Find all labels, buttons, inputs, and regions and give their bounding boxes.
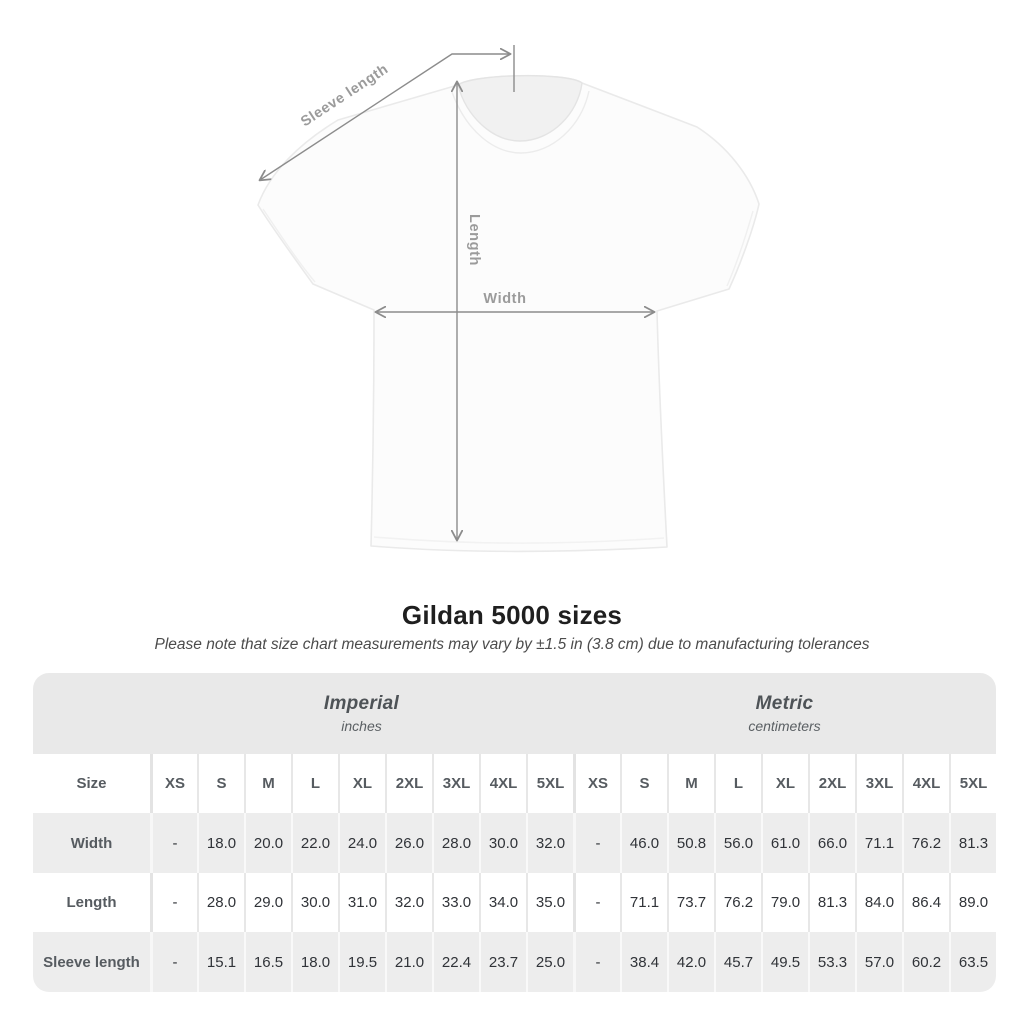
- table-cell: 89.0: [949, 873, 996, 932]
- table-cell: 32.0: [385, 873, 432, 932]
- table-cell: 28.0: [197, 873, 244, 932]
- imperial-group-header: [150, 673, 573, 754]
- table-cell: 38.4: [620, 932, 667, 992]
- table-cell: 18.0: [291, 932, 338, 992]
- metric-title: Metric: [755, 693, 814, 714]
- table-cell: 30.0: [479, 813, 526, 873]
- table-cell: 81.3: [808, 873, 855, 932]
- length-label: Length: [466, 214, 482, 266]
- table-cell: 73.7: [667, 873, 714, 932]
- size-header-metric-S: S: [620, 754, 667, 813]
- size-header-metric-XS: XS: [573, 754, 620, 813]
- sleeve-length-label: Sleeve length: [298, 61, 392, 131]
- size-header-imperial-XL: XL: [338, 754, 385, 813]
- table-cell: 19.5: [338, 932, 385, 992]
- tshirt-graphic: [258, 76, 759, 552]
- tolerance-note: Please note that size chart measurements may vary by ±1.5 in (3.8 cm) due to manufacturing tolerances: [154, 636, 870, 653]
- table-cell: 20.0: [244, 813, 291, 873]
- table-cell: 31.0: [338, 873, 385, 932]
- table-cell: -: [573, 932, 620, 992]
- table-cell: 34.0: [479, 873, 526, 932]
- table-cell: 25.0: [526, 932, 573, 992]
- table-cell: 42.0: [667, 932, 714, 992]
- table-cell: 30.0: [291, 873, 338, 932]
- table-cell: 26.0: [385, 813, 432, 873]
- table-cell: 86.4: [902, 873, 949, 932]
- table-cell: 23.7: [479, 932, 526, 992]
- table-cell: 29.0: [244, 873, 291, 932]
- metric-unit: centimeters: [748, 718, 821, 734]
- table-cell: 66.0: [808, 813, 855, 873]
- size-header-metric-2XL: 2XL: [808, 754, 855, 813]
- imperial-title: Imperial: [323, 693, 400, 714]
- table-cell: 57.0: [855, 932, 902, 992]
- table-cell: 35.0: [526, 873, 573, 932]
- size-header-imperial-5XL: 5XL: [526, 754, 573, 813]
- table-cell: 46.0: [620, 813, 667, 873]
- table-cell: 60.2: [902, 932, 949, 992]
- table-cell: 22.4: [432, 932, 479, 992]
- table-cell: 61.0: [761, 813, 808, 873]
- size-header-metric-5XL: 5XL: [949, 754, 996, 813]
- table-cell: 84.0: [855, 873, 902, 932]
- width-label: Width: [483, 291, 527, 307]
- row-label: Length: [33, 873, 150, 932]
- header-corner: [33, 673, 150, 754]
- size-header-metric-4XL: 4XL: [902, 754, 949, 813]
- table-cell: 28.0: [432, 813, 479, 873]
- table-cell: 50.8: [667, 813, 714, 873]
- table-cell: 18.0: [197, 813, 244, 873]
- size-header-imperial-4XL: 4XL: [479, 754, 526, 813]
- table-cell: -: [150, 932, 197, 992]
- size-header-metric-3XL: 3XL: [855, 754, 902, 813]
- table-cell: 15.1: [197, 932, 244, 992]
- size-column-header: Size: [33, 754, 150, 813]
- size-header-metric-M: M: [667, 754, 714, 813]
- table-cell: 56.0: [714, 813, 761, 873]
- size-header-imperial-3XL: 3XL: [432, 754, 479, 813]
- imperial-unit: inches: [341, 718, 382, 734]
- size-header-metric-XL: XL: [761, 754, 808, 813]
- table-cell: 71.1: [855, 813, 902, 873]
- table-cell: 76.2: [714, 873, 761, 932]
- table-cell: 24.0: [338, 813, 385, 873]
- page-title: Gildan 5000 sizes: [401, 600, 623, 630]
- size-header-imperial-L: L: [291, 754, 338, 813]
- table-cell: 49.5: [761, 932, 808, 992]
- table-cell: 63.5: [949, 932, 996, 992]
- table-cell: -: [573, 813, 620, 873]
- table-cell: 22.0: [291, 813, 338, 873]
- table-cell: 45.7: [714, 932, 761, 992]
- table-cell: 81.3: [949, 813, 996, 873]
- metric-group-header: [573, 673, 996, 754]
- table-cell: 32.0: [526, 813, 573, 873]
- table-cell: -: [150, 813, 197, 873]
- size-header-imperial-M: M: [244, 754, 291, 813]
- size-header-imperial-2XL: 2XL: [385, 754, 432, 813]
- row-label: Width: [33, 813, 150, 873]
- row-label: Sleeve length: [33, 932, 150, 992]
- size-header-metric-L: L: [714, 754, 761, 813]
- table-cell: -: [150, 873, 197, 932]
- table-cell: -: [573, 873, 620, 932]
- table-cell: 71.1: [620, 873, 667, 932]
- table-cell: 53.3: [808, 932, 855, 992]
- table-cell: 21.0: [385, 932, 432, 992]
- table-cell: 76.2: [902, 813, 949, 873]
- size-header-imperial-S: S: [197, 754, 244, 813]
- table-cell: 33.0: [432, 873, 479, 932]
- table-cell: 16.5: [244, 932, 291, 992]
- size-table: [33, 673, 996, 992]
- size-header-imperial-XS: XS: [150, 754, 197, 813]
- table-cell: 79.0: [761, 873, 808, 932]
